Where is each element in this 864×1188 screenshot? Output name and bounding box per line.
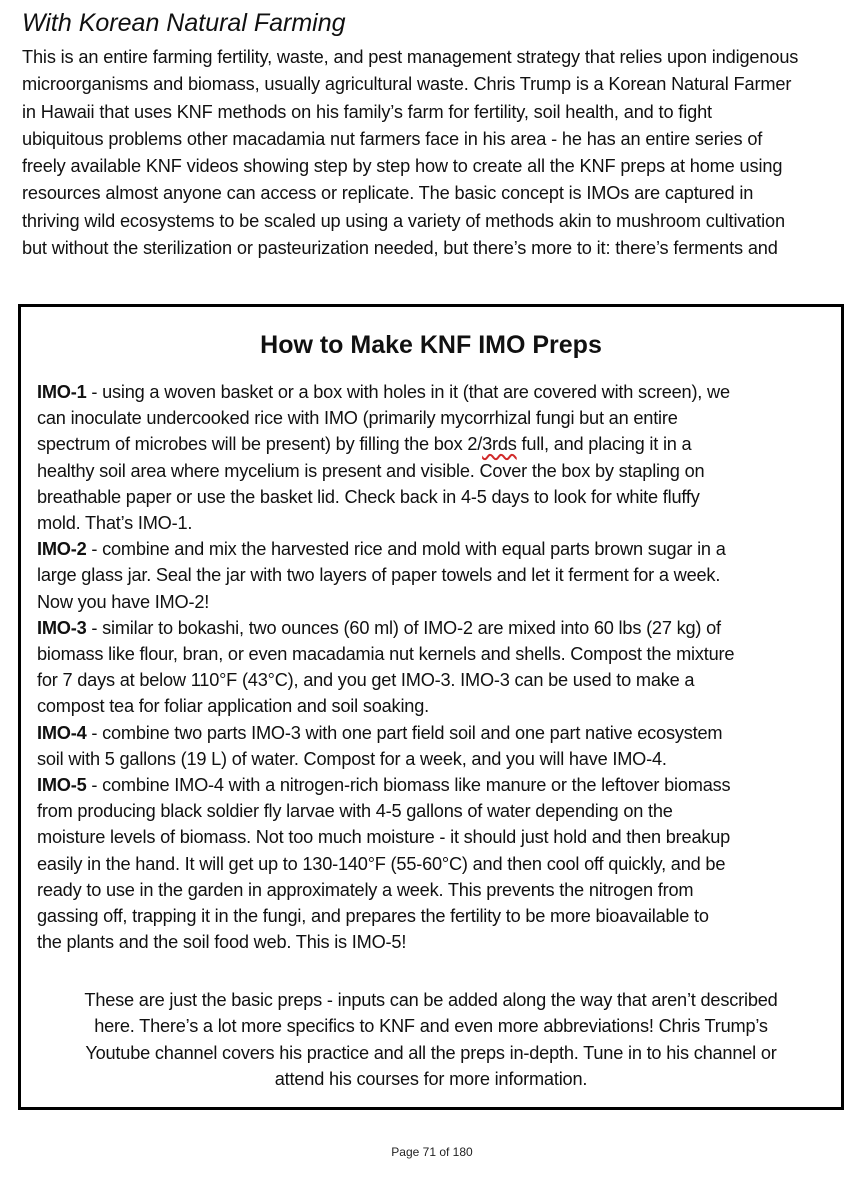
- closing-line: Youtube channel covers his practice and all the preps in-depth. Tune in to his channel or: [85, 1042, 777, 1063]
- spellcheck-word: 3rds: [482, 434, 517, 455]
- imo-1-text: spectrum of microbes will be present) by filling the box 2/: [37, 434, 483, 455]
- closing-line: These are just the basic preps - inputs can be added along the way that aren’t described: [84, 990, 778, 1010]
- imo-entries: [37, 379, 837, 955]
- imo-1-line: can inoculate undercooked rice with IMO (primarily mycorrhizal fungi but an entire: [37, 408, 678, 429]
- imo-5-line: easily in the hand. It will get up to 130-140°F (55-60°C) and then cool off quickly, and be: [37, 853, 726, 874]
- imo-2-line: [37, 536, 837, 562]
- imo-2-line: Now you have IMO-2!: [37, 591, 210, 612]
- intro-line: but without the sterilization or pasteurization needed, but there’s more to it: there’s ferments and: [22, 238, 778, 259]
- intro-line: freely available KNF videos showing step by step how to create all the KNF preps at home using: [22, 156, 783, 177]
- imo-4-line: [37, 720, 837, 746]
- imo-3-text: - similar to bokashi, two ounces (60 ml) of IMO-2 are mixed into 60 lbs (27 kg) of: [86, 617, 721, 638]
- intro-line: resources almost anyone can access or replicate. The basic concept is IMOs are captured in: [22, 183, 754, 204]
- imo-1-line: [37, 431, 837, 457]
- imo-3-line: for 7 days at below 110°F (43°C), and you get IMO-3. IMO-3 can be used to make a: [37, 670, 695, 691]
- imo-5-entry: [37, 772, 837, 955]
- imo-3-line: biomass like flour, bran, or even macadamia nut kernels and shells. Compost the mixture: [37, 644, 735, 665]
- imo-2-line: large glass jar. Seal the jar with two layers of paper towels and let it ferment for a week.: [37, 565, 721, 586]
- page-number: Page 71 of 180: [391, 1145, 473, 1159]
- closing-line: attend his courses for more information.: [274, 1069, 588, 1090]
- closing-paragraph: [21, 987, 841, 1093]
- imo-1-label: IMO-1: [37, 382, 87, 402]
- imo-1-line: [37, 379, 837, 405]
- imo-1-text: - using a woven basket or a box with holes in it (that are covered with screen), we: [86, 382, 730, 402]
- imo-5-line: from producing black soldier fly larvae with 4-5 gallons of water depending on the: [37, 801, 673, 822]
- box-title: How to Make KNF IMO Preps: [260, 331, 602, 359]
- closing-line: here. There’s a lot more specifics to KNF and even more abbreviations! Chris Trump’s: [94, 1016, 768, 1037]
- imo-preps-box: [18, 304, 844, 1110]
- imo-1-line: mold. That’s IMO-1.: [37, 513, 193, 534]
- imo-5-text: - combine IMO-4 with a nitrogen-rich biomass like manure or the leftover biomass: [86, 775, 731, 796]
- imo-3-entry: [37, 615, 837, 720]
- imo-2-label: IMO-2: [37, 539, 87, 560]
- intro-line: ubiquitous problems other macadamia nut farmers face in his area - he has an entire series of: [22, 128, 763, 149]
- imo-5-line: ready to use in the garden in approximately a week. This prevents the nitrogen from: [37, 879, 694, 900]
- imo-3-label: IMO-3: [37, 617, 87, 638]
- imo-4-text: - combine two parts IMO-3 with one part field soil and one part native ecosystem: [86, 722, 723, 743]
- imo-4-entry: [37, 720, 837, 772]
- imo-5-line: moisture levels of biomass. Not too much moisture - it should just hold and then breakup: [37, 827, 731, 848]
- imo-5-line: [37, 772, 837, 798]
- imo-2-text: - combine and mix the harvested rice and mold with equal parts brown sugar in a: [86, 539, 726, 560]
- imo-3-line: [37, 615, 837, 641]
- imo-2-entry: [37, 536, 837, 615]
- imo-5-line: gassing off, trapping it in the fungi, and prepares the fertility to be more bioavailable to: [37, 906, 709, 927]
- imo-4-label: IMO-4: [37, 722, 87, 743]
- imo-1-line: breathable paper or use the basket lid. Check back in 4-5 days to look for white fluffy: [37, 486, 700, 507]
- intro-line: This is an entire farming fertility, waste, and pest management strategy that relies upon indigenous: [22, 47, 799, 67]
- section-heading: With Korean Natural Farming: [22, 9, 346, 37]
- intro-line: microorganisms and biomass, usually agricultural waste. Chris Trump is a Korean Natural Farmer: [22, 74, 792, 95]
- imo-1-line: healthy soil area where mycelium is present and visible. Cover the box by stapling on: [37, 460, 705, 481]
- intro-paragraph: [22, 44, 844, 262]
- imo-1-entry: [37, 379, 837, 536]
- imo-4-line: soil with 5 gallons (19 L) of water. Compost for a week, and you will have IMO-4.: [37, 748, 667, 769]
- imo-5-label: IMO-5: [37, 775, 87, 796]
- imo-5-line: the plants and the soil food web. This is IMO-5!: [37, 932, 407, 953]
- intro-line: in Hawaii that uses KNF methods on his family’s farm for fertility, soil health, and to fight: [22, 101, 712, 122]
- imo-3-line: compost tea for foliar application and soil soaking.: [37, 696, 429, 717]
- intro-line: thriving wild ecosystems to be scaled up using a variety of methods akin to mushroom cultivation: [22, 210, 785, 231]
- imo-1-text: full, and placing it in a: [516, 434, 692, 455]
